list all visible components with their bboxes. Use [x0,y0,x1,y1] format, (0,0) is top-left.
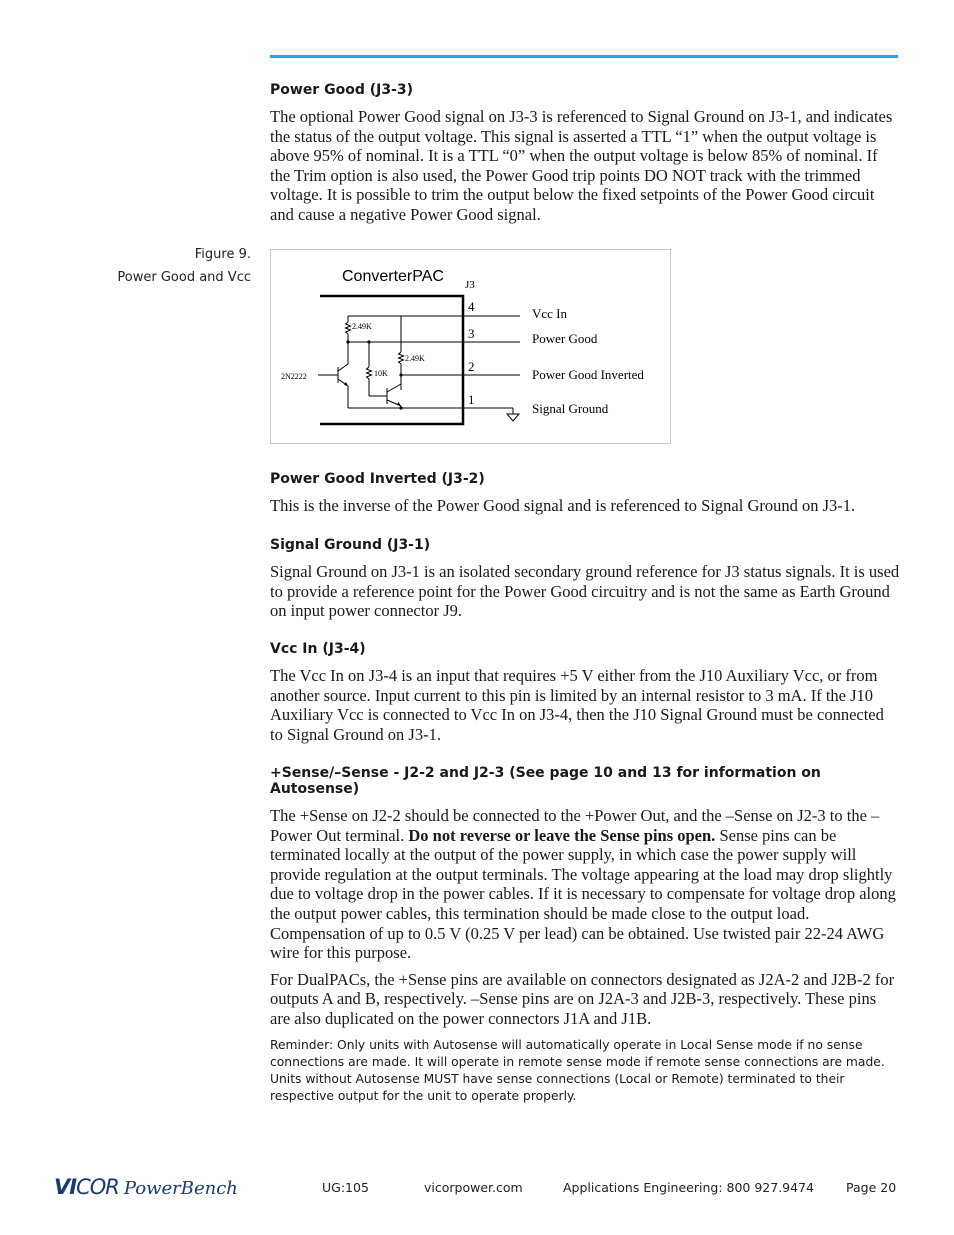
header-rule [270,55,898,58]
figure-number: Figure 9. [194,247,251,262]
heading-power-good: Power Good (J3-3) [270,82,414,98]
connector-label: J3 [465,279,475,291]
footer-phone: Applications Engineering: 800 927.9474 [563,1180,814,1195]
body-power-good-inverted: This is the inverse of the Power Good signal and is referenced to Signal Ground on J3-1. [270,496,856,515]
footer-website: vicorpower.com [424,1180,523,1195]
section-power-good [270,82,900,225]
heading-sense: +Sense/–Sense - J2-2 and J2-3 (See page 10 and 13 for information on Autosense) [270,765,821,797]
pin-4: 4 [468,299,475,314]
body-sense-1 [270,806,900,963]
circuit-diagram [271,250,670,443]
figure-caption: Power Good and Vcc [117,270,251,285]
body-sense-1b: Sense pins can be terminated locally at the output of the power supply, in which case the power supply will provide regulation at the output terminals. The voltage appearing at the load may drop slightly due to voltage drop in the power cables. If it is necessary to compensate for voltage drop along the output power cables, this termination should be made close to the output load. Compensation of up to 0.5 V (0.25 V per lead) can be obtained. Use twisted pair 22-24 AWG wire for this purpose. [270,825,896,963]
footer-doc-id: UG:105 [322,1180,369,1195]
logo-cor: COR [76,1175,119,1199]
logo-vi: VI [54,1175,77,1199]
section-vcc-in [270,641,900,744]
resistor-r1-label: 2.49K [352,322,372,331]
resistor-r2-label: 2.49K [405,354,425,363]
body-sense-1a: The +Sense on J2-2 should be connected to the +Power Out, and the –Sense on J2-3 to the –Power Out terminal. [270,806,880,845]
heading-signal-ground: Signal Ground (J3-1) [270,537,431,553]
reminder-note [270,1037,900,1105]
resistor-r3-label: 10K [374,369,388,378]
body-signal-ground: Signal Ground on J3-1 is an isolated secondary ground reference for J3 status signals. It is used to provide a reference point for the Power Good circuitry and is not the same as Earth Ground on input power connector J9. [270,562,900,621]
section-signal-ground [270,537,900,621]
section-sense [270,765,900,1105]
reminder-label: Reminder: [270,1037,334,1052]
signal-ground: Signal Ground [532,401,609,416]
signal-power-good: Power Good [532,331,598,346]
reminder-text: Only units with Autosense will automatically operate in Local Sense mode if no sense connections are made. It will operate in remote sense mode if remote sense connections are made. Units without Autosense MUST have sense connections (Local or Remote) terminated to their respective output for the unit to operate properly. [270,1037,885,1103]
footer-page-number: Page 20 [846,1180,897,1195]
body-vcc-in: The Vcc In on J3-4 is an input that requires +5 V either from the J10 Auxiliary Vcc, or from another source. Input current to this pin is limited by an internal resistor to 3 mA. If the J10 Auxiliary Vcc is connected to Vcc In on J3-4, then the J10 Signal Ground must be connected to Signal Ground on J3-1. [270,666,884,744]
pin-3: 3 [468,326,475,341]
pin-2: 2 [468,359,475,374]
body-sense-2: For DualPACs, the +Sense pins are available on connectors designated as J2A-2 and J2B-2 for outputs A and B, respectively. –Sense pins are on J2A-3 and J2B-3, respectively. These pins are also duplicated on the power connectors J1A and J1B. [270,969,895,1028]
body-sense-warning: Do not reverse or leave the Sense pins open. [408,825,716,845]
signal-vcc-in: Vcc In [532,306,568,321]
signal-power-good-inverted: Power Good Inverted [532,367,644,382]
pin-1: 1 [468,392,475,407]
circuit-figure [270,249,671,444]
vicor-powerbench-logo [54,1175,238,1199]
heading-power-good-inverted: Power Good Inverted (J3-2) [270,471,485,487]
transistor-label: 2N2222 [281,372,307,381]
heading-vcc-in: Vcc In (J3-4) [270,641,366,657]
converter-title: ConverterPAC [342,268,444,285]
body-power-good: The optional Power Good signal on J3-3 is referenced to Signal Ground on J3-1, and indicates the status of the output voltage. This signal is asserted a TTL “1” when the output voltage is above 95% of nominal. It is a TTL “0” when the output voltage is below 85% of nominal. If the Trim option is also used, the Power Good trip points DO NOT track with the trimmed voltage. It is possible to trim the output below the fixed setpoints of the Power Good circuit and cause a negative Power Good signal. [270,107,893,224]
section-power-good-inverted [270,471,900,516]
logo-powerbench: PowerBench [123,1178,238,1199]
